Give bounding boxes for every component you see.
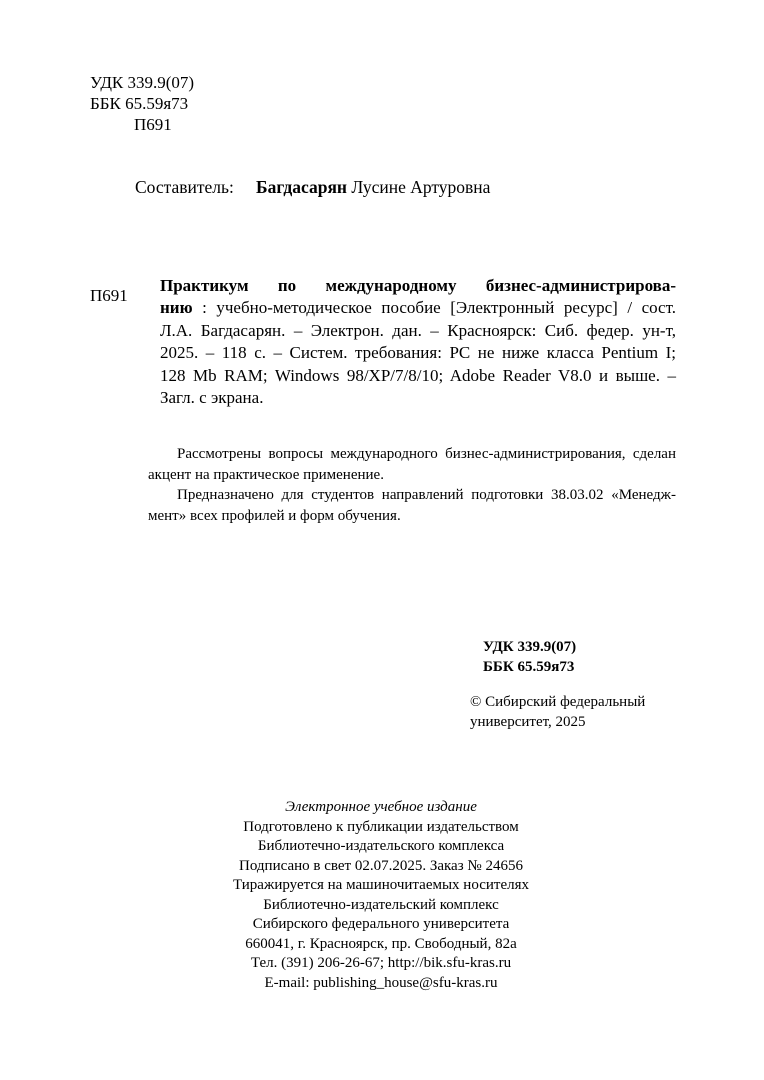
imprint-email: E-mail: publishing_house@sfu-kras.ru: [264, 974, 498, 991]
annotation-paragraph-2: Предназначено для студентов направлений подготовки 38.03.02 «Менедж-мент» всех профилей и форм обучения.: [148, 487, 676, 524]
compiler-given-names: Лусине Артуровна: [347, 177, 491, 197]
compiler-line: [135, 177, 490, 198]
author-index: П691: [134, 115, 172, 134]
imprint-block: [140, 798, 622, 993]
bib-line-3: 2025. – 118 с. – Систем. требования: PC не ниже класса Pentium I;: [160, 343, 676, 363]
imprint-line: Библиотечно-издательского комплекса: [257, 838, 505, 854]
bib-line1-rest: : учебно-методическое пособие [Электронный ресурс] / сост.: [192, 298, 676, 318]
bib-line-1: [160, 297, 676, 319]
right-udk-code: УДК 339.9(07): [483, 639, 577, 655]
imprint-line: Тел. (391) 206-26-67; http://bik.sfu-kras.ru: [250, 955, 512, 971]
compiler-surname: Багдасарян: [256, 177, 348, 197]
compiler-label: Составитель:: [135, 177, 234, 197]
bib-title-part1: Практикум по международному бизнес-администрирова-: [160, 276, 676, 295]
bib-line-2: Л.А. Багдасарян. – Электрон. дан. – Красноярск: Сиб. федер. ун-т,: [160, 320, 676, 340]
bib-title-part2: нию: [160, 298, 193, 318]
annotation-paragraph-1: Рассмотрены вопросы международного бизнес-администрирования, сделан акцент на практическое применение.: [148, 446, 676, 483]
copyright-line-1: © Сибирский федеральный: [470, 694, 646, 710]
imprint-line: Подготовлено к публикации издательством: [243, 818, 519, 835]
bbk-code: ББК 65.59я73: [90, 94, 189, 113]
imprint-line: Тиражируется на машиночитаемых носителях: [232, 877, 529, 893]
copyright-notice: [470, 693, 645, 732]
edition-type: Электронное учебное издание: [285, 799, 477, 815]
bib-line-4: 128 Mb RAM; Windows 98/XP/7/8/10; Adobe Reader V8.0 и выше. –: [160, 365, 676, 385]
bib-line-5: Загл. с экрана.: [160, 388, 264, 408]
imprint-line: 660041, г. Красноярск, пр. Свободный, 82а: [245, 935, 517, 952]
copyright-line-2: университет, 2025: [470, 713, 586, 730]
bibliographic-description: [160, 275, 676, 409]
right-bbk-code: ББК 65.59я73: [483, 658, 575, 675]
udk-code: УДК 339.9(07): [90, 73, 195, 92]
bibliographic-index: П691: [90, 286, 128, 305]
imprint-line: Библиотечно-издательский комплекс: [263, 896, 499, 913]
imprint-line: Сибирского федерального университета: [252, 916, 510, 932]
bib-line-title: [160, 275, 676, 297]
right-classification-codes: [483, 638, 576, 677]
classification-codes: [90, 72, 194, 135]
imprint-line: Подписано в свет 02.07.2025. Заказ № 24656: [239, 857, 523, 874]
annotation: [148, 444, 676, 526]
